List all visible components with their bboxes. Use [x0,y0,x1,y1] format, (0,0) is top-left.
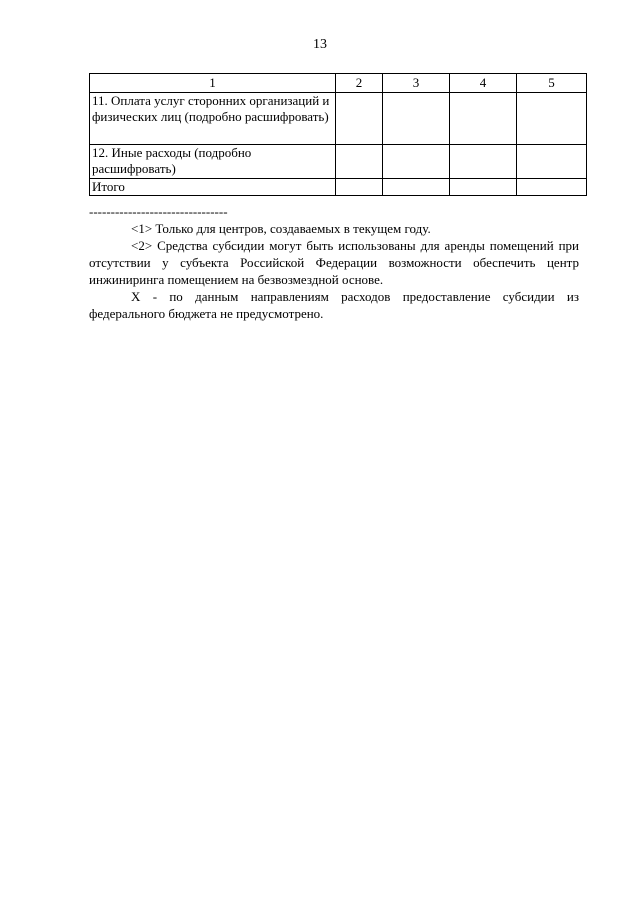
column-header: 4 [450,74,517,93]
table-row-total [90,179,587,196]
footnotes [89,203,579,322]
table-cell [383,93,450,145]
table-cell [517,93,587,145]
table-cell [450,93,517,145]
expense-table [89,73,587,196]
table-cell [450,145,517,179]
footnote-separator: -------------------------------- [89,204,228,219]
footnote-1: <1> Только для центров, создаваемых в текущем году. [131,221,431,236]
footnote-x: X - по данным направлениям расходов предоставление субсидии из федерального бюджета не предусмотрено. [89,289,579,321]
table-cell [336,145,383,179]
table-cell [383,179,450,196]
row-label: Итого [90,179,336,196]
table-cell [336,179,383,196]
column-header: 1 [90,74,336,93]
column-header: 5 [517,74,587,93]
row-label: 12. Иные расходы (подробно расшифровать) [90,145,336,179]
column-header: 2 [336,74,383,93]
table-header-row [90,74,587,93]
table-row [90,145,587,179]
table-cell [336,93,383,145]
table-cell [517,145,587,179]
column-header: 3 [383,74,450,93]
table-cell [450,179,517,196]
footnote-2: <2> Средства субсидии могут быть использованы для аренды помещений при отсутствии у субъекта Российской Федерации возможности обеспечить центр инжиниринга помещением на безвозмездной основе. [89,238,579,287]
table-cell [383,145,450,179]
table-cell [517,179,587,196]
row-label: 11. Оплата услуг сторонних организаций и физических лиц (подробно расшифровать) [90,93,336,145]
page-number: 13 [313,37,327,52]
table-row [90,93,587,145]
